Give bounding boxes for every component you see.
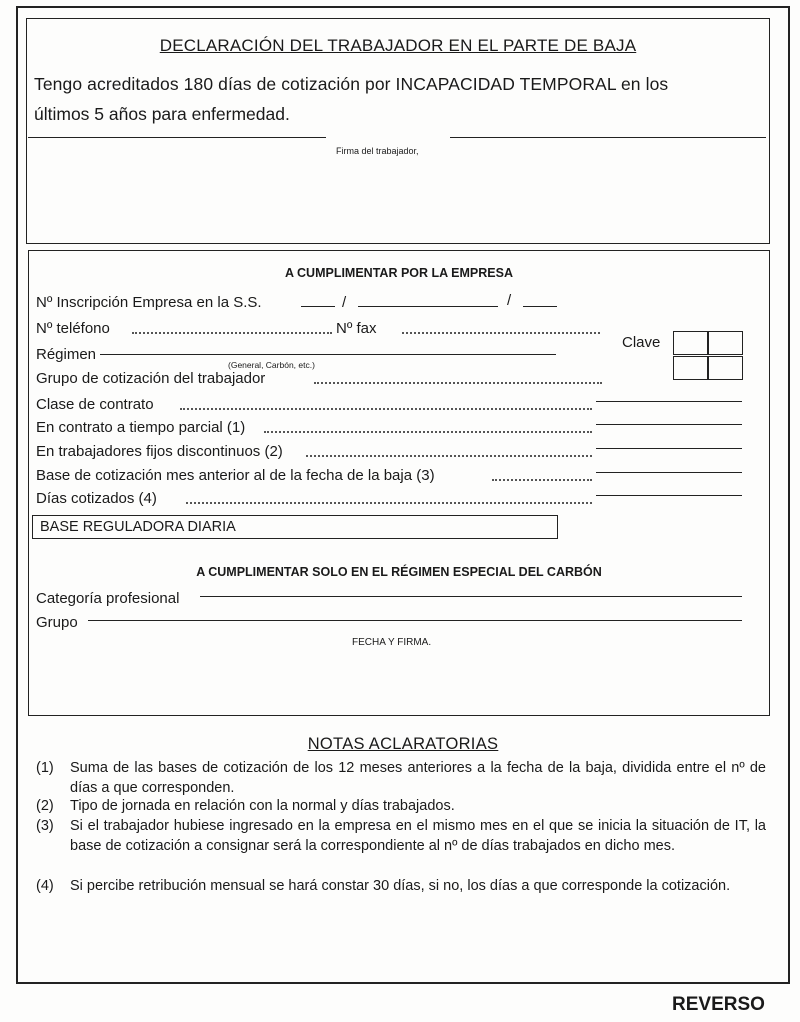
parcial-field[interactable] [596, 424, 742, 425]
worker-statement-line-2: últimos 5 años para enfermedad. [34, 104, 290, 124]
dias-cotizados-dots[interactable] [186, 502, 592, 504]
reverso-label: REVERSO [672, 994, 765, 1015]
grupo-cotizacion-label: Grupo de cotización del trabajador [36, 370, 266, 387]
fijos-discontinuos-dots[interactable] [306, 455, 592, 457]
clave-box-top-right[interactable] [707, 331, 743, 355]
regimen-hint: (General, Carbón, etc.) [228, 360, 315, 370]
dias-cotizados-label: Días cotizados (4) [36, 490, 157, 507]
note-3-text: Si el trabajador hubiese ingresado en la empresa en el mismo mes en el que se inicia la situación de IT, la base de cotización a consignar será la correspondiente al nº de días trabajados en dicho mes. [70, 818, 766, 854]
inscripcion-label: Nº Inscripción Empresa en la S.S. [36, 294, 262, 311]
clave-box-top-left[interactable] [673, 331, 709, 355]
worker-statement-line-1: Tengo acreditados 180 días de cotización por INCAPACIDAD TEMPORAL en los [34, 74, 669, 94]
parcial-label: En contrato a tiempo parcial (1) [36, 419, 246, 436]
note-3-number: (3) [36, 818, 54, 834]
fijos-discontinuos-field[interactable] [596, 448, 742, 449]
note-2-number: (2) [36, 798, 54, 814]
parcial-dots[interactable] [264, 431, 592, 433]
telefono-label: Nº teléfono [36, 320, 110, 337]
notes-title: NOTAS ACLARATORIAS [307, 735, 499, 753]
base-cotizacion-field[interactable] [596, 472, 742, 473]
categoria-profesional-field[interactable] [200, 596, 742, 597]
inscripcion-slash-2: / [507, 292, 512, 309]
worker-signature-label: Firma del trabajador, [336, 146, 419, 156]
note-4-text: Si percibe retribución mensual se hará constar 30 días, si no, los días a que corresponde la cotización. [70, 878, 731, 894]
clase-contrato-field[interactable] [596, 401, 742, 402]
inscripcion-field-3[interactable] [523, 306, 557, 307]
fax-field[interactable] [402, 332, 600, 334]
worker-section-title: DECLARACIÓN DEL TRABAJADOR EN EL PARTE DE BAJA [159, 36, 637, 55]
grupo-cotizacion-field[interactable] [314, 382, 602, 384]
regimen-label: Régimen [36, 346, 97, 363]
base-cotizacion-label: Base de cotización mes anterior al de la fecha de la baja (3) [36, 467, 435, 484]
telefono-field[interactable] [132, 332, 332, 334]
worker-signature-line-left[interactable] [28, 137, 326, 138]
base-reguladora-label: BASE REGULADORA DIARIA [40, 519, 236, 535]
grupo-label: Grupo [36, 614, 78, 631]
categoria-profesional-label: Categoría profesional [36, 590, 180, 607]
clave-box-bottom-right[interactable] [707, 356, 743, 380]
inscripcion-field-2[interactable] [358, 306, 498, 307]
clase-contrato-label: Clase de contrato [36, 396, 154, 413]
clave-label: Clave [622, 334, 661, 351]
note-4-number: (4) [36, 878, 54, 894]
note-1-text: Suma de las bases de cotización de los 12 meses anteriores a la fecha de la baja, dividida entre el nº de días a que corresponden. [70, 760, 766, 796]
regimen-field[interactable] [100, 354, 556, 355]
fecha-firma-label: FECHA Y FIRMA. [352, 637, 432, 648]
company-section-title: A CUMPLIMENTAR POR LA EMPRESA [284, 266, 513, 280]
base-cotizacion-dots[interactable] [492, 479, 592, 481]
worker-signature-line-right[interactable] [450, 137, 766, 138]
dias-cotizados-field[interactable] [596, 495, 742, 496]
clave-box-bottom-left[interactable] [673, 356, 709, 380]
clase-contrato-dots[interactable] [180, 408, 592, 410]
inscripcion-field-1[interactable] [301, 306, 335, 307]
inscripcion-slash-1: / [342, 294, 347, 311]
grupo-field[interactable] [88, 620, 742, 621]
fax-label: Nº fax [336, 320, 377, 337]
fijos-discontinuos-label: En trabajadores fijos discontinuos (2) [36, 443, 283, 460]
note-2-text: Tipo de jornada en relación con la normal y días trabajados. [70, 798, 455, 814]
carbon-section-title: A CUMPLIMENTAR SOLO EN EL RÉGIMEN ESPECIAL DEL CARBÓN [196, 565, 602, 579]
note-1-number: (1) [36, 760, 54, 776]
